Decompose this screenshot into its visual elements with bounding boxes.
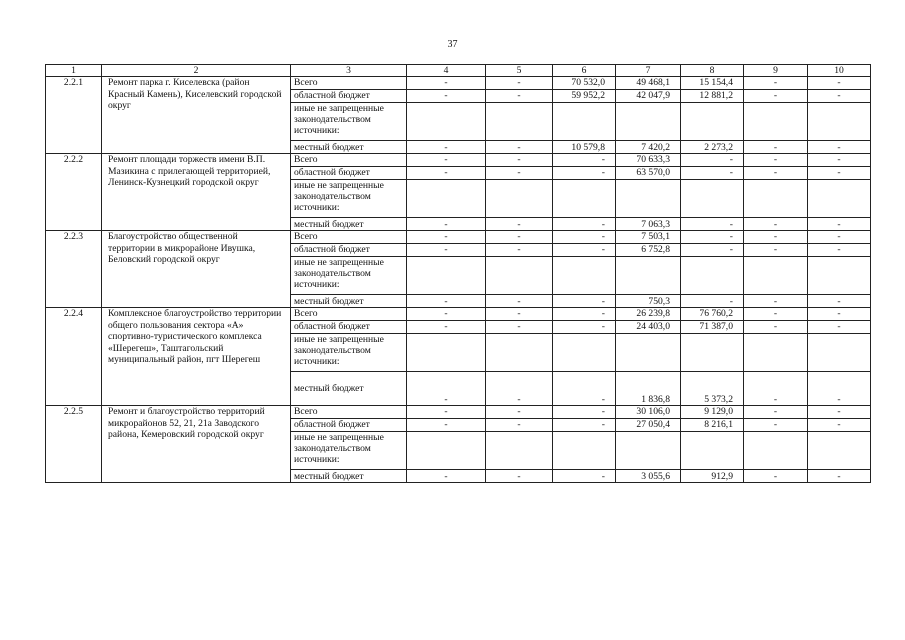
- value-cell: -: [681, 231, 744, 244]
- value-cell: -: [553, 308, 616, 321]
- funding-source: областной бюджет: [291, 90, 407, 103]
- row-number: 2.2.4: [46, 308, 102, 406]
- value-cell: 76 760,2: [681, 308, 744, 321]
- value-cell: -: [407, 167, 486, 180]
- value-cell: 30 106,0: [616, 406, 681, 419]
- value-cell: [553, 334, 616, 372]
- value-cell: 27 050,4: [616, 419, 681, 432]
- value-cell: -: [681, 244, 744, 257]
- value-cell: [744, 180, 808, 218]
- header-cell: 2: [102, 65, 291, 77]
- header-cell: 9: [744, 65, 808, 77]
- value-cell: -: [808, 406, 871, 419]
- value-cell: [616, 257, 681, 295]
- value-cell: [553, 432, 616, 470]
- value-cell: 9 129,0: [681, 406, 744, 419]
- value-cell: -: [808, 308, 871, 321]
- funding-source: местный бюджет: [291, 372, 407, 406]
- value-cell: -: [553, 372, 616, 406]
- value-cell: [808, 103, 871, 141]
- value-cell: -: [553, 231, 616, 244]
- value-cell: -: [486, 154, 553, 167]
- value-cell: -: [808, 295, 871, 308]
- value-cell: 1 836,8: [616, 372, 681, 406]
- value-cell: -: [808, 77, 871, 90]
- value-cell: 63 570,0: [616, 167, 681, 180]
- value-cell: -: [744, 406, 808, 419]
- funding-source: областной бюджет: [291, 419, 407, 432]
- value-cell: -: [407, 90, 486, 103]
- value-cell: -: [407, 295, 486, 308]
- value-cell: -: [681, 154, 744, 167]
- value-cell: [744, 257, 808, 295]
- value-cell: -: [553, 295, 616, 308]
- value-cell: 70 532,0: [553, 77, 616, 90]
- funding-source: иные не запрещенные законодательством источники:: [291, 257, 407, 295]
- object-name: Комплексное благоустройство территории общего пользования сектора «А» спортивно-туристического комплекса «Шерегеш», Таштагольский муниципальный район, пгт Шерегеш: [102, 308, 291, 406]
- header-cell: 10: [808, 65, 871, 77]
- funding-source: областной бюджет: [291, 167, 407, 180]
- header-cell: 3: [291, 65, 407, 77]
- value-cell: 59 952,2: [553, 90, 616, 103]
- table-row: [46, 77, 871, 90]
- value-cell: [681, 334, 744, 372]
- value-cell: -: [553, 321, 616, 334]
- value-cell: [553, 103, 616, 141]
- value-cell: 12 881,2: [681, 90, 744, 103]
- value-cell: -: [744, 141, 808, 154]
- value-cell: [681, 432, 744, 470]
- value-cell: -: [407, 77, 486, 90]
- funding-source: местный бюджет: [291, 141, 407, 154]
- funding-source: Всего: [291, 406, 407, 419]
- value-cell: -: [808, 321, 871, 334]
- table-row: [46, 231, 871, 244]
- value-cell: -: [744, 90, 808, 103]
- header-cell: 5: [486, 65, 553, 77]
- value-cell: [486, 257, 553, 295]
- value-cell: -: [808, 372, 871, 406]
- header-cell: 6: [553, 65, 616, 77]
- object-name: Ремонт и благоустройство территорий микрорайонов 52, 21, 21а Заводского района, Кемеровский городской округ: [102, 406, 291, 483]
- value-cell: -: [407, 308, 486, 321]
- value-cell: 26 239,8: [616, 308, 681, 321]
- value-cell: -: [407, 154, 486, 167]
- funding-source: областной бюджет: [291, 321, 407, 334]
- value-cell: 71 387,0: [681, 321, 744, 334]
- value-cell: -: [553, 218, 616, 231]
- value-cell: -: [808, 167, 871, 180]
- funding-source: иные не запрещенные законодательством источники:: [291, 334, 407, 372]
- value-cell: [407, 103, 486, 141]
- value-cell: [616, 432, 681, 470]
- value-cell: -: [486, 372, 553, 406]
- funding-source: Всего: [291, 154, 407, 167]
- funding-source: иные не запрещенные законодательством источники:: [291, 432, 407, 470]
- value-cell: -: [486, 419, 553, 432]
- value-cell: [616, 103, 681, 141]
- value-cell: [407, 432, 486, 470]
- funding-source: Всего: [291, 231, 407, 244]
- value-cell: -: [407, 231, 486, 244]
- value-cell: [407, 334, 486, 372]
- funding-source: областной бюджет: [291, 244, 407, 257]
- value-cell: -: [486, 308, 553, 321]
- value-cell: -: [744, 218, 808, 231]
- value-cell: [553, 257, 616, 295]
- value-cell: [808, 257, 871, 295]
- value-cell: 6 752,8: [616, 244, 681, 257]
- row-number: 2.2.3: [46, 231, 102, 308]
- value-cell: -: [744, 154, 808, 167]
- value-cell: -: [744, 308, 808, 321]
- table-row: [46, 154, 871, 167]
- value-cell: -: [553, 154, 616, 167]
- value-cell: -: [486, 77, 553, 90]
- value-cell: -: [486, 141, 553, 154]
- value-cell: -: [744, 244, 808, 257]
- budget-table: [45, 64, 871, 483]
- value-cell: [616, 180, 681, 218]
- value-cell: 7 063,3: [616, 218, 681, 231]
- value-cell: -: [407, 141, 486, 154]
- value-cell: 70 633,3: [616, 154, 681, 167]
- value-cell: -: [486, 321, 553, 334]
- value-cell: -: [407, 406, 486, 419]
- row-number: 2.2.5: [46, 406, 102, 483]
- value-cell: -: [808, 90, 871, 103]
- value-cell: -: [486, 218, 553, 231]
- value-cell: -: [744, 295, 808, 308]
- value-cell: -: [808, 218, 871, 231]
- value-cell: -: [486, 231, 553, 244]
- value-cell: [808, 334, 871, 372]
- value-cell: 24 403,0: [616, 321, 681, 334]
- value-cell: [407, 180, 486, 218]
- value-cell: [681, 257, 744, 295]
- value-cell: [808, 180, 871, 218]
- header-cell: 8: [681, 65, 744, 77]
- value-cell: [486, 180, 553, 218]
- value-cell: -: [407, 321, 486, 334]
- header-cell: 4: [407, 65, 486, 77]
- value-cell: -: [407, 419, 486, 432]
- funding-source: местный бюджет: [291, 295, 407, 308]
- table-row: [46, 406, 871, 419]
- value-cell: 2 273,2: [681, 141, 744, 154]
- value-cell: 3 055,6: [616, 470, 681, 483]
- value-cell: [744, 103, 808, 141]
- value-cell: -: [808, 141, 871, 154]
- value-cell: -: [553, 167, 616, 180]
- value-cell: 7 503,1: [616, 231, 681, 244]
- funding-source: Всего: [291, 308, 407, 321]
- header-cell: 1: [46, 65, 102, 77]
- value-cell: [486, 334, 553, 372]
- value-cell: [553, 180, 616, 218]
- table-row: [46, 308, 871, 321]
- value-cell: 42 047,9: [616, 90, 681, 103]
- value-cell: [616, 334, 681, 372]
- value-cell: [681, 180, 744, 218]
- value-cell: -: [744, 77, 808, 90]
- value-cell: -: [553, 406, 616, 419]
- value-cell: -: [407, 218, 486, 231]
- value-cell: -: [681, 218, 744, 231]
- value-cell: -: [407, 372, 486, 406]
- value-cell: 7 420,2: [616, 141, 681, 154]
- value-cell: -: [681, 167, 744, 180]
- funding-source: Всего: [291, 77, 407, 90]
- value-cell: -: [808, 244, 871, 257]
- funding-source: иные не запрещенные законодательством источники:: [291, 180, 407, 218]
- value-cell: -: [486, 295, 553, 308]
- value-cell: -: [744, 167, 808, 180]
- value-cell: [744, 334, 808, 372]
- value-cell: -: [407, 244, 486, 257]
- value-cell: -: [486, 244, 553, 257]
- value-cell: -: [553, 470, 616, 483]
- value-cell: -: [744, 419, 808, 432]
- value-cell: -: [808, 470, 871, 483]
- value-cell: -: [553, 244, 616, 257]
- value-cell: -: [744, 372, 808, 406]
- value-cell: -: [808, 231, 871, 244]
- row-number: 2.2.2: [46, 154, 102, 231]
- value-cell: 10 579,8: [553, 141, 616, 154]
- value-cell: -: [808, 154, 871, 167]
- value-cell: -: [808, 419, 871, 432]
- header-row: [46, 65, 871, 77]
- value-cell: [407, 257, 486, 295]
- funding-source: иные не запрещенные законодательством источники:: [291, 103, 407, 141]
- object-name: Ремонт площади торжеств имени В.П. Мазикина с прилегающей территорией, Ленинск-Кузнецкий городской округ: [102, 154, 291, 231]
- value-cell: -: [486, 406, 553, 419]
- value-cell: 49 468,1: [616, 77, 681, 90]
- funding-source: местный бюджет: [291, 218, 407, 231]
- value-cell: -: [553, 419, 616, 432]
- value-cell: -: [486, 167, 553, 180]
- value-cell: -: [681, 295, 744, 308]
- object-name: Благоустройство общественной территории в микрорайоне Ивушка, Беловский городской округ: [102, 231, 291, 308]
- value-cell: [486, 103, 553, 141]
- value-cell: 8 216,1: [681, 419, 744, 432]
- value-cell: 912,9: [681, 470, 744, 483]
- value-cell: -: [407, 470, 486, 483]
- value-cell: [744, 432, 808, 470]
- value-cell: -: [486, 90, 553, 103]
- value-cell: -: [486, 470, 553, 483]
- value-cell: 5 373,2: [681, 372, 744, 406]
- value-cell: [808, 432, 871, 470]
- value-cell: [486, 432, 553, 470]
- value-cell: 750,3: [616, 295, 681, 308]
- header-cell: 7: [616, 65, 681, 77]
- value-cell: -: [744, 231, 808, 244]
- value-cell: -: [744, 321, 808, 334]
- funding-source: местный бюджет: [291, 470, 407, 483]
- value-cell: -: [744, 470, 808, 483]
- page-number: 37: [447, 39, 458, 50]
- row-number: 2.2.1: [46, 77, 102, 154]
- value-cell: [681, 103, 744, 141]
- value-cell: 15 154,4: [681, 77, 744, 90]
- object-name: Ремонт парка г. Киселевска (район Красный Камень), Киселевский городской округ: [102, 77, 291, 154]
